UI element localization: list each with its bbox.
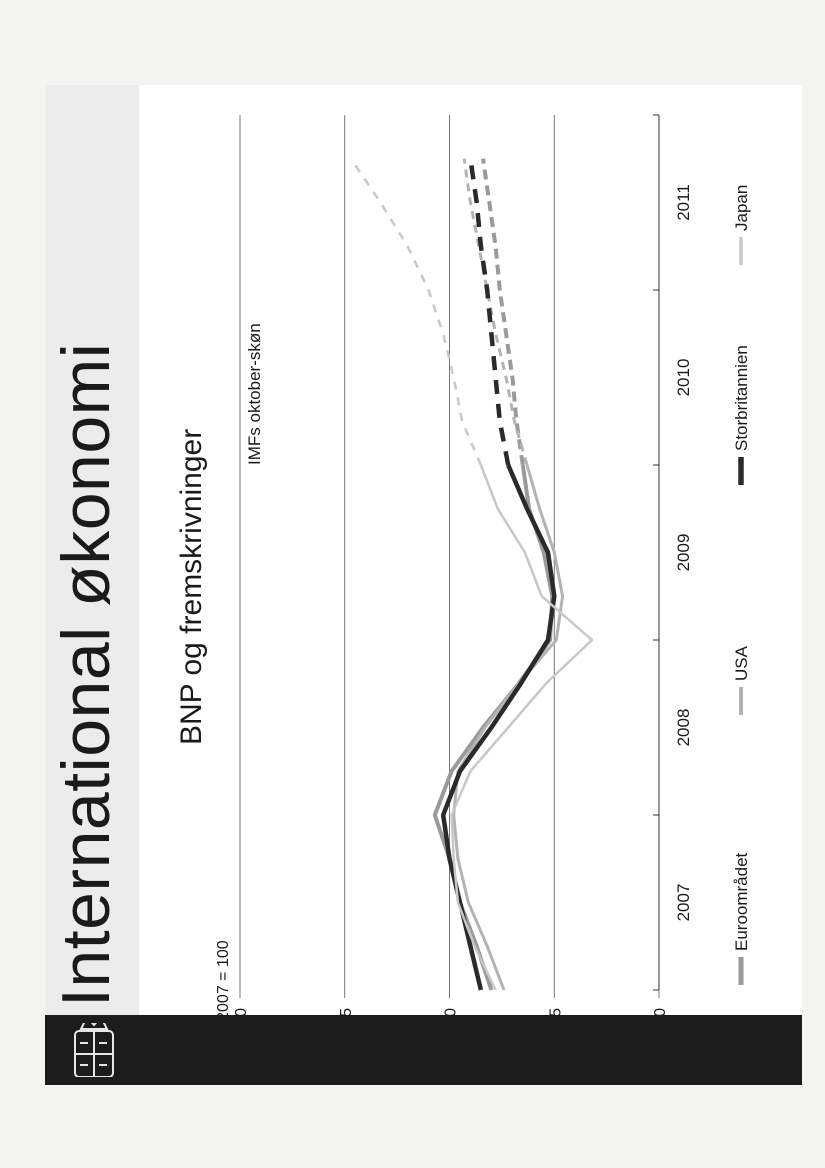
- chart-subtitle: BNP og fremskrivninger: [175, 428, 208, 745]
- y-axis-label: 4. kvt. 2007 = 100: [215, 940, 232, 1068]
- x-tick-label: 2007: [674, 883, 693, 922]
- x-tick-label: 2011: [674, 184, 693, 221]
- slide: [45, 85, 802, 1085]
- y-tick-label: 105: [337, 1008, 355, 1035]
- y-tick-label: 110: [233, 1008, 250, 1034]
- rotated-slide-content: [45, 85, 802, 1085]
- legend-label: Euroområdet: [732, 852, 751, 951]
- projection-annotation: IMFs oktober-skøn: [245, 323, 264, 465]
- y-tick-label: 100: [442, 1008, 460, 1035]
- legend-label: Japan: [732, 184, 751, 231]
- y-tick-label: 95: [547, 1008, 565, 1026]
- series-projection-japan: [351, 159, 481, 465]
- gdp-line-chart: [45, 85, 802, 1085]
- x-tick-label: 2010: [674, 358, 693, 397]
- page-title: International økonomi: [48, 342, 124, 1007]
- x-tick-label: 2008: [674, 708, 693, 747]
- legend-label: USA: [732, 646, 751, 681]
- series-line-storbritannien: [443, 465, 554, 990]
- x-tick-label: 2009: [674, 533, 693, 572]
- series-projection-usa: [464, 159, 527, 465]
- legend-label: Storbritannien: [732, 345, 751, 451]
- y-tick-label: 90: [652, 1008, 669, 1026]
